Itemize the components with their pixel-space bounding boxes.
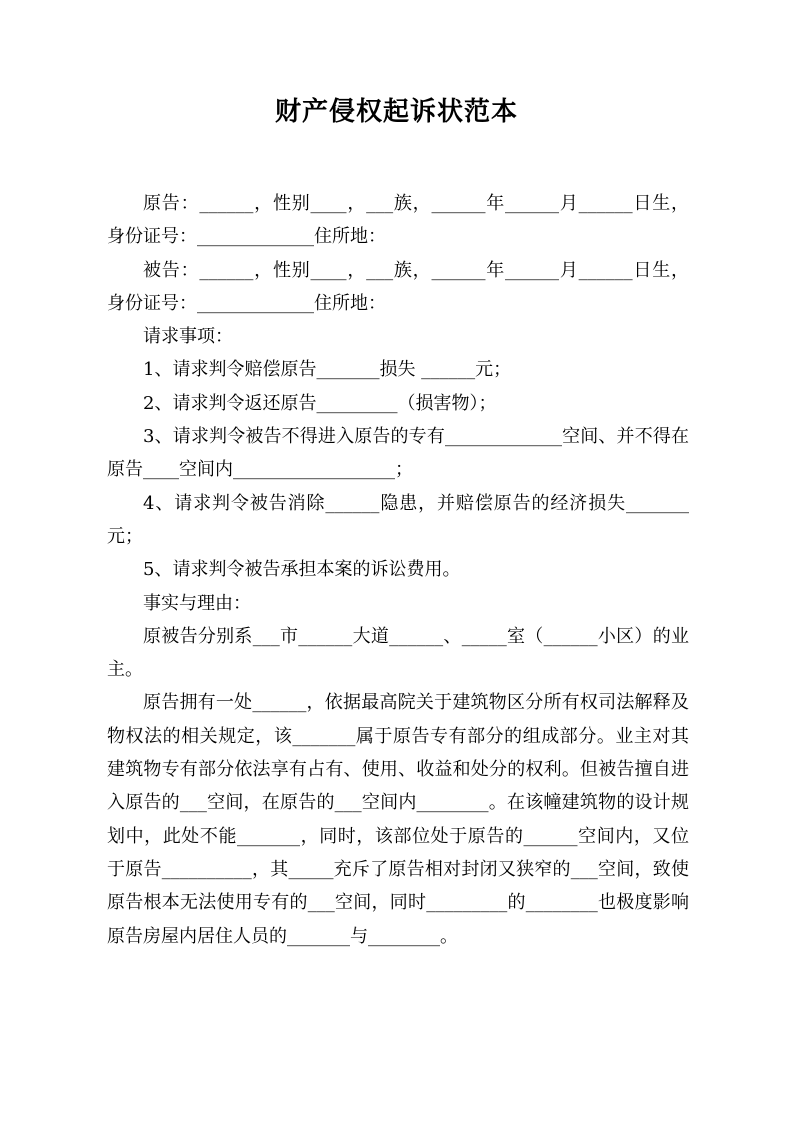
document-title: 财产侵权起诉状范本 [274,97,518,127]
claim-item-1: 1、请求判令赔偿原告_______损失 ______元； [143,359,512,381]
claim-item-4: 4、请求判令被告消除______隐患，并赔偿原告的经济损失_______元； [107,492,689,547]
claim-item-2: 2、请求判令返还原告_________（损害物）； [143,392,497,414]
claim-item-5: 5、请求判令被告承担本案的诉讼费用。 [143,559,461,581]
facts-heading: 事实与理由： [143,592,251,614]
facts-paragraph-1: 原被告分别系___市______大道______、_____室（______小区）的业主。 [107,625,689,681]
claims-heading: 请求事项： [143,326,233,348]
facts-paragraph-2: 原告拥有一处______，依据最高院关于建筑物区分所有权司法解释及物权法的相关规定，该_______属于原告专有部分的组成部分。业主对其建筑物专有部分依法享有占有、使用、收益和处分的权利。但被告擅自进入原告的___空间，在原告的___空间内________。在该幢建筑物的设计规划中，此处不能_______，同时，该部位处于原告的______空间内，又位于原告__________，其_____充斥了原告相对封闭又狭窄的___空间，致使原告根本无法使用专有的___空间，同时_________的________也极度影响原告房屋内居住人员的_______与________。 [107,692,689,947]
plaintiff-info-paragraph: 原告：______，性别____，___族，______年______月______日生，身份证号：_____________住所地： [107,193,689,248]
document-body [107,187,689,953]
defendant-info-paragraph: 被告：______，性别____，___族，______年______月______日生，身份证号：_____________住所地： [107,259,689,314]
claim-item-3: 3、请求判令被告不得进入原告的专有_____________空间、并不得在原告____空间内__________________； [107,426,689,481]
